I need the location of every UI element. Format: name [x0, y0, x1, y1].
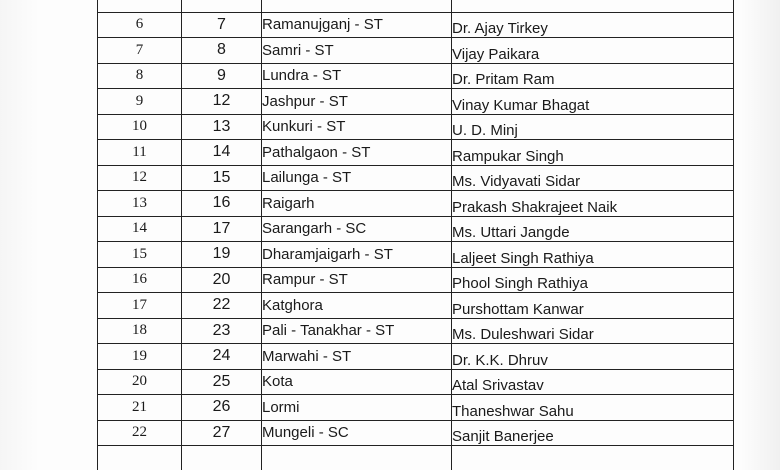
candidate-list-table	[97, 0, 734, 470]
constituency-name-cell: Pathalgaon - ST	[262, 140, 452, 166]
candidate-name-cell: Vinay Kumar Bhagat	[452, 89, 734, 115]
candidate-name-cell	[452, 446, 734, 470]
constituency-number-cell: 13	[182, 114, 262, 140]
constituency-number-cell: 27	[182, 420, 262, 446]
constituency-number-cell: 7	[182, 12, 262, 38]
table-row	[98, 0, 734, 12]
table-row	[98, 89, 734, 115]
candidate-name-cell: U. D. Minj	[452, 114, 734, 140]
serial-number-cell: 20	[98, 369, 182, 395]
candidate-name-cell: Prakash Shakrajeet Naik	[452, 191, 734, 217]
constituency-name-cell: Lundra - ST	[262, 63, 452, 89]
constituency-name-cell: Pali - Tanakhar - ST	[262, 318, 452, 344]
serial-number-cell: 8	[98, 63, 182, 89]
constituency-number-cell: 26	[182, 395, 262, 421]
candidate-name-cell: Atal Srivastav	[452, 369, 734, 395]
constituency-name-cell: Lormi	[262, 395, 452, 421]
constituency-name-cell: Kota	[262, 369, 452, 395]
candidate-name-cell: Ms. Uttari Jangde	[452, 216, 734, 242]
constituency-number-cell: 20	[182, 267, 262, 293]
serial-number-cell: 18	[98, 318, 182, 344]
constituency-number-cell: 22	[182, 293, 262, 319]
candidate-name-cell: Dr. Ajay Tirkey	[452, 12, 734, 38]
table-row	[98, 216, 734, 242]
constituency-number-cell: 14	[182, 140, 262, 166]
constituency-name-cell: Lailunga - ST	[262, 165, 452, 191]
serial-number-cell: 7	[98, 38, 182, 64]
serial-number-cell: 6	[98, 12, 182, 38]
serial-number-cell: 19	[98, 344, 182, 370]
page-edge-shadow-right	[740, 0, 780, 470]
table-row	[98, 446, 734, 470]
constituency-name-cell: Marwahi - ST	[262, 344, 452, 370]
table-row	[98, 344, 734, 370]
candidate-name-cell: Phool Singh Rathiya	[452, 267, 734, 293]
constituency-name-cell: Raigarh	[262, 191, 452, 217]
constituency-name-cell: Mungeli - SC	[262, 420, 452, 446]
table-row	[98, 12, 734, 38]
serial-number-cell: 12	[98, 165, 182, 191]
serial-number-cell: 21	[98, 395, 182, 421]
constituency-number-cell: 25	[182, 369, 262, 395]
serial-number-cell: 16	[98, 267, 182, 293]
constituency-number-cell: 15	[182, 165, 262, 191]
table-row	[98, 165, 734, 191]
constituency-name-cell: Sarangarh - SC	[262, 216, 452, 242]
table-row	[98, 63, 734, 89]
table-row	[98, 395, 734, 421]
constituency-name-cell: Rampur - ST	[262, 267, 452, 293]
constituency-number-cell: 24	[182, 344, 262, 370]
constituency-name-cell: Dharamjaigarh - ST	[262, 242, 452, 268]
constituency-number-cell: 17	[182, 216, 262, 242]
constituency-name-cell: Samri - ST	[262, 38, 452, 64]
candidate-name-cell: Sanjit Banerjee	[452, 420, 734, 446]
table-row	[98, 191, 734, 217]
table-row	[98, 38, 734, 64]
serial-number-cell: 22	[98, 420, 182, 446]
constituency-number-cell: 19	[182, 242, 262, 268]
serial-number-cell	[98, 0, 182, 12]
candidate-name-cell: Purshottam Kanwar	[452, 293, 734, 319]
table-row	[98, 420, 734, 446]
table-row	[98, 293, 734, 319]
candidate-name-cell: Ms. Vidyavati Sidar	[452, 165, 734, 191]
table-row	[98, 242, 734, 268]
serial-number-cell	[98, 446, 182, 470]
serial-number-cell: 10	[98, 114, 182, 140]
table-body	[98, 0, 734, 470]
serial-number-cell: 14	[98, 216, 182, 242]
table-row	[98, 318, 734, 344]
table-row	[98, 114, 734, 140]
constituency-number-cell	[182, 446, 262, 470]
page-edge-shadow-left	[0, 0, 40, 470]
table-row	[98, 369, 734, 395]
candidate-name-cell: Rampukar Singh	[452, 140, 734, 166]
constituency-number-cell	[182, 0, 262, 12]
constituency-number-cell: 8	[182, 38, 262, 64]
table-row	[98, 140, 734, 166]
candidate-name-cell: Vijay Paikara	[452, 38, 734, 64]
serial-number-cell: 11	[98, 140, 182, 166]
candidate-name-cell: Ms. Duleshwari Sidar	[452, 318, 734, 344]
candidate-name-cell: Thaneshwar Sahu	[452, 395, 734, 421]
constituency-name-cell: Katghora	[262, 293, 452, 319]
candidate-name-cell: Dr. K.K. Dhruv	[452, 344, 734, 370]
constituency-number-cell: 12	[182, 89, 262, 115]
serial-number-cell: 13	[98, 191, 182, 217]
serial-number-cell: 15	[98, 242, 182, 268]
constituency-name-cell: Kunkuri - ST	[262, 114, 452, 140]
serial-number-cell: 17	[98, 293, 182, 319]
serial-number-cell: 9	[98, 89, 182, 115]
candidate-name-cell: Dr. Pritam Ram	[452, 63, 734, 89]
candidate-name-cell	[452, 0, 734, 12]
constituency-number-cell: 9	[182, 63, 262, 89]
constituency-name-cell	[262, 0, 452, 12]
constituency-name-cell: Ramanujganj - ST	[262, 12, 452, 38]
constituency-name-cell: Jashpur - ST	[262, 89, 452, 115]
constituency-number-cell: 23	[182, 318, 262, 344]
constituency-name-cell	[262, 446, 452, 470]
candidate-name-cell: Laljeet Singh Rathiya	[452, 242, 734, 268]
constituency-number-cell: 16	[182, 191, 262, 217]
table-row	[98, 267, 734, 293]
